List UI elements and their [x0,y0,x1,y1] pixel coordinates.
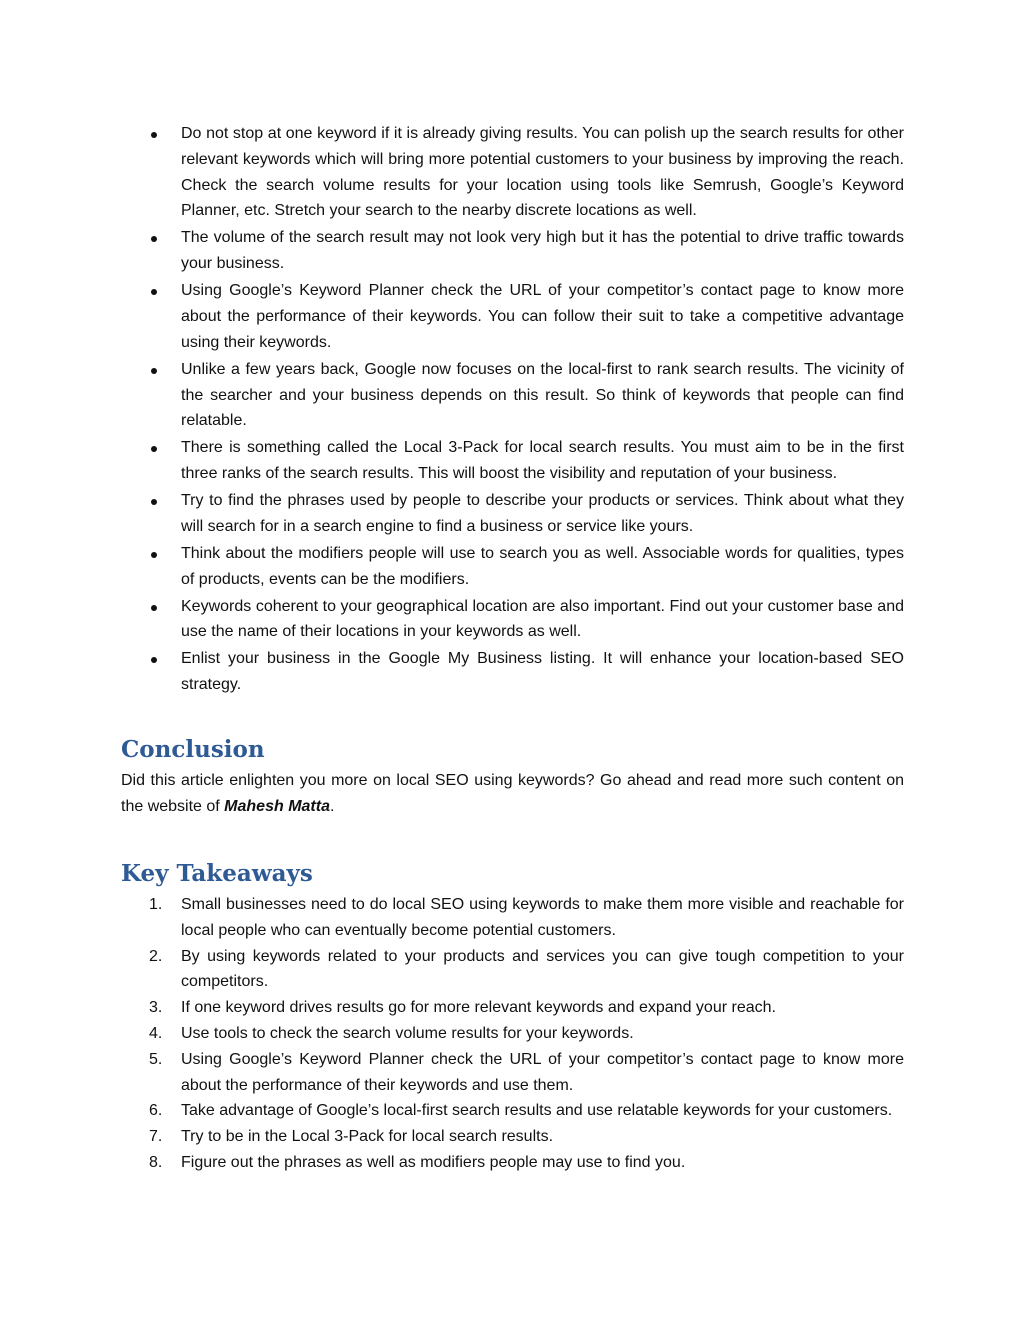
item-number: 2. [149,947,163,965]
bullet-text: There is something called the Local 3-Pack for local search results. You must aim to be in the first three ranks of the search results. This will boost the visibility and reputation of your business. [181,439,904,483]
bullet-list [121,121,904,699]
takeaway-text: By using keywords related to your products and services you can give tough competition to your competitors. [181,947,904,991]
bullet-item [121,541,904,593]
item-number: 8. [149,1153,163,1171]
takeaways-list [121,892,904,1176]
bullet-dot-icon [151,552,157,558]
takeaway-text: Using Google’s Keyword Planner check the URL of your competitor’s contact page to know more about the performance of their keywords and use them. [181,1050,904,1094]
bullet-item [121,488,904,540]
bullet-dot-icon [151,605,157,611]
item-number: 4. [149,1024,163,1042]
item-number: 7. [149,1128,163,1146]
bullet-dot-icon [151,132,157,138]
takeaway-text: Take advantage of Google’s local-first search results and use relatable keywords for your customers. [181,1102,893,1120]
takeaway-item [121,1124,904,1150]
takeaway-item [121,892,904,944]
takeaway-item [121,1150,904,1176]
conclusion-heading: Conclusion [121,736,265,763]
takeaway-text: Small businesses need to do local SEO using keywords to make them more visible and reachable for local people who can eventually become potential customers. [181,896,904,939]
bullet-text: Enlist your business in the Google My Business listing. It will enhance your location-based SEO strategy. [181,650,904,694]
bullet-dot-icon [151,236,157,242]
bullet-text: Using Google’s Keyword Planner check the URL of your competitor’s contact page to know more about the performance of their keywords. You can follow their suit to take a competitive advantage using their keywords. [181,282,904,351]
takeaway-item [121,1047,904,1099]
takeaway-item [121,1021,904,1047]
key-takeaways-heading: Key Takeaways [121,860,313,887]
bullet-text: Think about the modifiers people will use to search you as well. Associable words for qualities, types of products, events can be the modifiers. [181,544,904,588]
bullet-dot-icon [151,289,157,295]
item-number: 1. [149,896,163,913]
bullet-item [121,225,904,277]
takeaway-text: Use tools to check the search volume results for your keywords. [181,1024,634,1042]
item-number: 5. [149,1050,163,1068]
bullet-item [121,646,904,698]
item-number: 6. [149,1102,163,1120]
bullet-text: The volume of the search result may not look very high but it has the potential to drive traffic towards your business. [181,229,904,273]
bullet-text: Do not stop at one keyword if it is already giving results. You can polish up the search results for other relevant keywords which will bring more potential customers to your business by improving the reach. Check the search volume results for your location using tools like Semrush, Google’s Keyword Planner, etc. Stretch your search to the nearby discrete locations as well. [181,125,904,220]
bullet-dot-icon [151,446,157,452]
bullet-item [121,357,904,434]
bullet-item [121,594,904,646]
takeaway-text: Try to be in the Local 3-Pack for local search results. [181,1128,554,1146]
bullet-text: Unlike a few years back, Google now focuses on the local-first to rank search results. The vicinity of the searcher and your business depends on this result. So think of keywords that people can find relatable. [181,360,904,430]
bullet-item [121,278,904,355]
conclusion-text-end: . [329,797,335,815]
takeaway-text: Figure out the phrases as well as modifiers people may use to find you. [181,1153,686,1171]
takeaway-item [121,995,904,1021]
bullet-item [121,121,904,224]
bullet-item [121,435,904,487]
conclusion-text: Did this article enlighten you more on local SEO using keywords? Go ahead and read more such content on the website of [121,772,904,815]
item-number: 3. [149,999,163,1017]
author-name: Mahesh Matta [224,797,330,815]
bullet-text: Try to find the phrases used by people to describe your products or services. Think about what they will search for in a search engine to find a business or service like yours. [181,492,904,535]
conclusion-paragraph [121,768,904,820]
takeaway-text: If one keyword drives results go for more relevant keywords and expand your reach. [181,999,776,1017]
bullet-text: Keywords coherent to your geographical location are also important. Find out your customer base and use the name of their locations in your keywords as well. [181,597,904,641]
bullet-dot-icon [151,499,157,505]
bullet-dot-icon [151,368,157,374]
bullet-dot-icon [151,657,157,663]
takeaway-item [121,1098,904,1124]
takeaway-item [121,944,904,996]
